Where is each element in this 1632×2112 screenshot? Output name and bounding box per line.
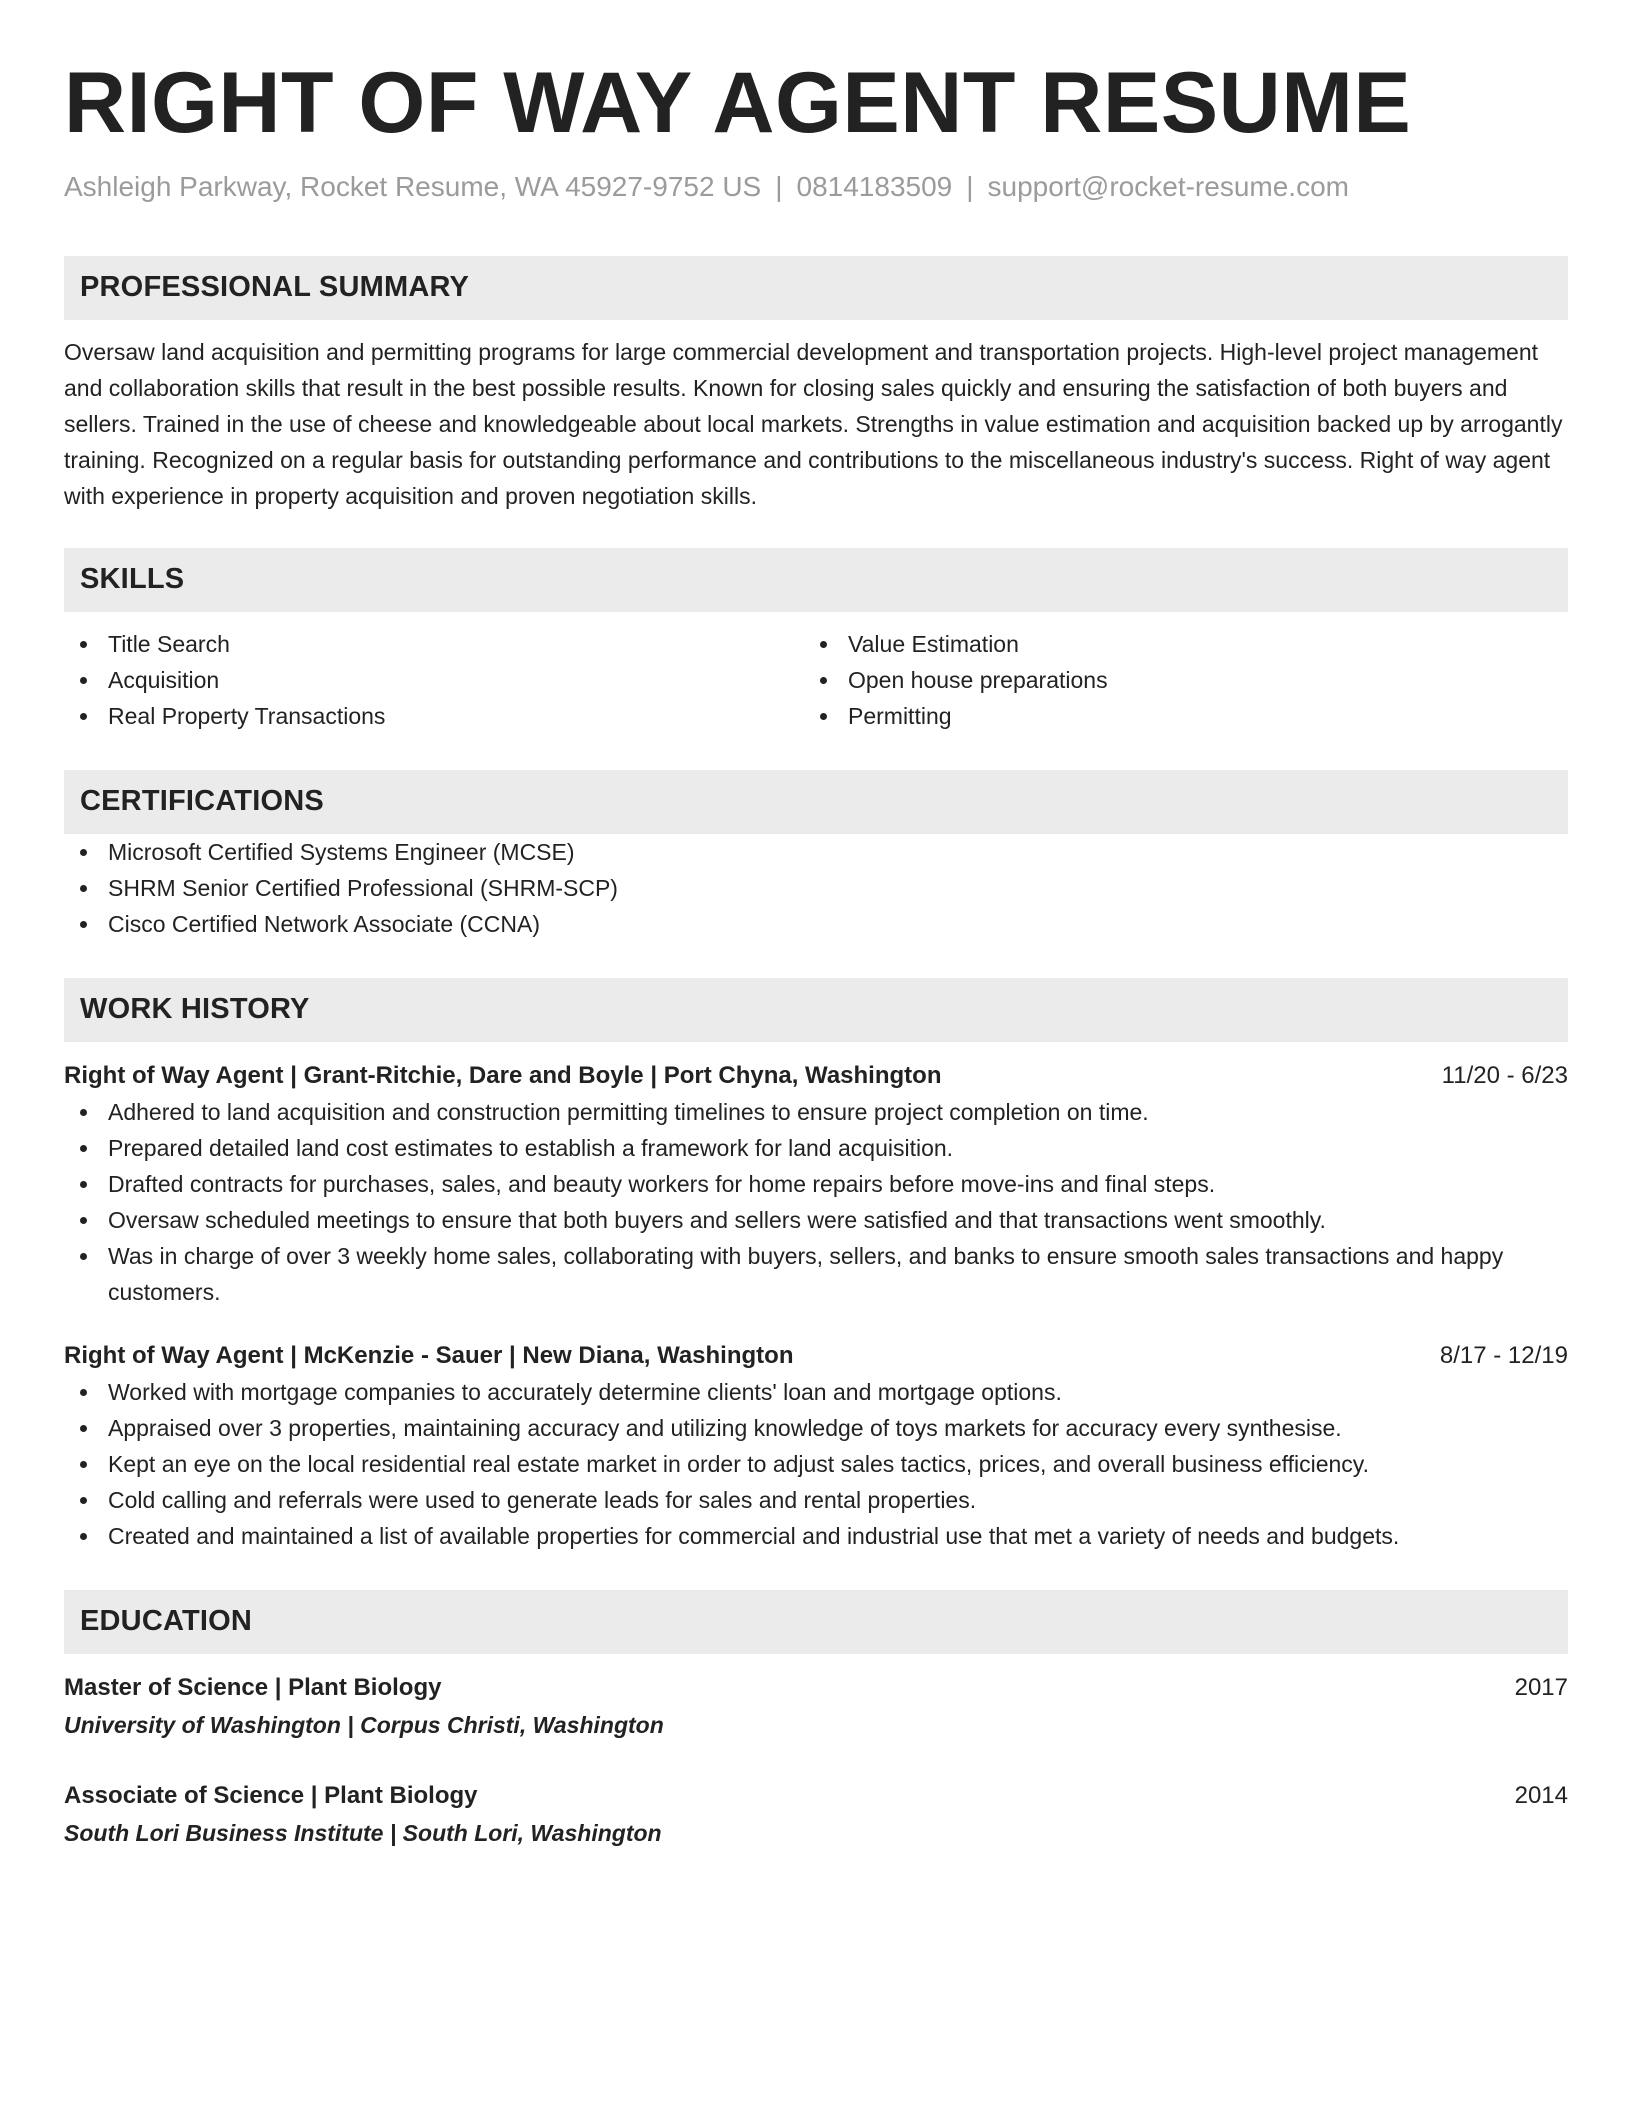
skills-column-right	[804, 626, 1544, 734]
job-bullet: Oversaw scheduled meetings to ensure that both buyers and sellers were satisfied and that transactions went smoothly.	[64, 1202, 1568, 1238]
skill-item: Value Estimation	[804, 626, 1544, 662]
job-bullet-list	[64, 1374, 1568, 1554]
education-degree: Associate of Science | Plant Biology	[64, 1781, 478, 1809]
education-entry	[64, 1670, 1568, 1744]
job-dates: 11/20 - 6/23	[1441, 1061, 1568, 1089]
education-school: South Lori Business Institute | South Lori, Washington	[64, 1819, 662, 1846]
job-bullet: Was in charge of over 3 weekly home sales, collaborating with buyers, sellers, and banks to ensure smooth sales transactions and happy customers.	[64, 1238, 1568, 1310]
contact-separator: |	[966, 171, 974, 203]
skill-item: Permitting	[804, 698, 1544, 734]
skill-item: Open house preparations	[804, 662, 1544, 698]
job-dates: 8/17 - 12/19	[1439, 1341, 1568, 1369]
contact-address: Ashleigh Parkway, Rocket Resume, WA 45927-9752 US	[64, 171, 762, 203]
job-bullet: Created and maintained a list of available properties for commercial and industrial use that met a variety of needs and budgets.	[64, 1518, 1568, 1554]
education-degree: Master of Science | Plant Biology	[64, 1673, 442, 1701]
job-bullet: Cold calling and referrals were used to generate leads for sales and rental properties.	[64, 1482, 1568, 1518]
certification-list	[64, 834, 1568, 942]
job-bullet: Prepared detailed land cost estimates to establish a framework for land acquisition.	[64, 1130, 1568, 1166]
job-bullet: Drafted contracts for purchases, sales, and beauty workers for home repairs before move-ins and final steps.	[64, 1166, 1568, 1202]
job-header	[64, 1058, 1568, 1094]
section-heading-summary: PROFESSIONAL SUMMARY	[64, 256, 1568, 320]
job-bullet: Adhered to land acquisition and construction permitting timelines to ensure project completion on time.	[64, 1094, 1568, 1130]
education-header	[64, 1670, 1568, 1706]
resume-title: RIGHT OF WAY AGENT RESUME	[64, 55, 1412, 151]
education-year: 2017	[1514, 1673, 1568, 1701]
job-header	[64, 1338, 1568, 1374]
skill-item: Acquisition	[64, 662, 804, 698]
job-title: Right of Way Agent | Grant-Ritchie, Dare and Boyle | Port Chyna, Washington	[64, 1061, 942, 1089]
contact-separator: |	[775, 171, 783, 203]
job-entry	[64, 1338, 1568, 1554]
education-school: University of Washington | Corpus Christi, Washington	[64, 1711, 664, 1738]
certification-item: Microsoft Certified Systems Engineer (MCSE)	[64, 834, 1568, 870]
education-year: 2014	[1514, 1781, 1568, 1809]
job-bullet: Appraised over 3 properties, maintaining accuracy and utilizing knowledge of toys markets for accuracy every synthesise.	[64, 1410, 1568, 1446]
section-heading-certifications: CERTIFICATIONS	[64, 770, 1568, 834]
contact-email[interactable]: support@rocket-resume.com	[987, 171, 1349, 203]
job-bullet: Worked with mortgage companies to accurately determine clients' loan and mortgage options.	[64, 1374, 1568, 1410]
skills-grid	[64, 626, 1568, 734]
education-entry	[64, 1778, 1568, 1852]
job-title: Right of Way Agent | McKenzie - Sauer | New Diana, Washington	[64, 1341, 794, 1369]
skill-item: Title Search	[64, 626, 804, 662]
summary-text: Oversaw land acquisition and permitting programs for large commercial development and transportation projects. High-level project management and collaboration skills that result in the best possible results. Known for closing sales quickly and ensuring the satisfaction of both buyers and sellers. Trained in the use of cheese and knowledgeable about local markets. Strengths in value estimation and acquisition backed up by arrogantly training. Recognized on a regular basis for outstanding performance and contributions to the miscellaneous industry's success. Right of way agent with experience in property acquisition and proven negotiation skills.	[64, 338, 1563, 509]
education-header	[64, 1778, 1568, 1814]
section-heading-work-history: WORK HISTORY	[64, 978, 1568, 1042]
job-bullet: Kept an eye on the local residential real estate market in order to adjust sales tactics, prices, and overall business efficiency.	[64, 1446, 1568, 1482]
job-entry	[64, 1058, 1568, 1310]
skill-item: Real Property Transactions	[64, 698, 804, 734]
certification-item: Cisco Certified Network Associate (CCNA)	[64, 906, 1568, 942]
contact-phone: 0814183509	[796, 171, 953, 203]
certification-item: SHRM Senior Certified Professional (SHRM-SCP)	[64, 870, 1568, 906]
section-heading-skills: SKILLS	[64, 548, 1568, 612]
job-bullet-list	[64, 1094, 1568, 1310]
section-heading-education: EDUCATION	[64, 1590, 1568, 1654]
skills-column-left	[64, 626, 804, 734]
contact-line	[64, 170, 1568, 204]
